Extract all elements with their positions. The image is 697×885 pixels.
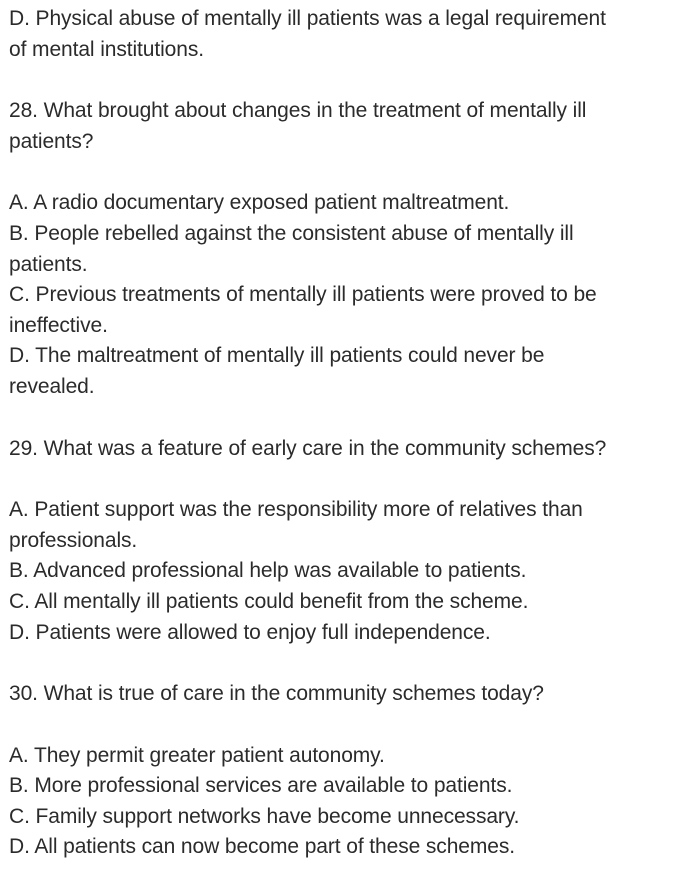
question-27-option-d bbox=[9, 4, 689, 65]
question-29-stem bbox=[9, 434, 689, 465]
spacer bbox=[9, 403, 689, 434]
question-28-stem bbox=[9, 96, 689, 157]
option-b: B. Advanced professional help was available to patients. bbox=[9, 559, 527, 583]
option-c: C. All mentally ill patients could benefit from the scheme. bbox=[9, 589, 529, 613]
text-line: patients? bbox=[9, 129, 94, 153]
question-29 bbox=[9, 434, 689, 649]
option-c-continued: ineffective. bbox=[9, 313, 108, 337]
question-28-options bbox=[9, 188, 689, 402]
text-line: of mental institutions. bbox=[9, 37, 204, 61]
option-b-continued: patients. bbox=[9, 252, 88, 276]
question-29-options bbox=[9, 495, 689, 648]
option-d-continued: revealed. bbox=[9, 374, 95, 398]
option-d: D. The maltreatment of mentally ill patients could never be bbox=[9, 344, 545, 368]
option-c: C. Previous treatments of mentally ill patients were proved to be bbox=[9, 283, 597, 307]
option-b: B. People rebelled against the consistent abuse of mentally ill bbox=[9, 221, 574, 245]
question-30-stem bbox=[9, 679, 689, 710]
text-line: 28. What brought about changes in the treatment of mentally ill bbox=[9, 99, 587, 123]
question-30-options bbox=[9, 741, 689, 863]
spacer bbox=[9, 65, 689, 96]
option-d: D. Patients were allowed to enjoy full independence. bbox=[9, 620, 491, 644]
text-line: D. Physical abuse of mentally ill patients was a legal requirement bbox=[9, 7, 606, 30]
spacer bbox=[9, 464, 689, 495]
text-line: 30. What is true of care in the community schemes today? bbox=[9, 682, 544, 706]
option-d: D. All patients can now become part of these schemes. bbox=[9, 835, 515, 859]
option-a: A. Patient support was the responsibility more of relatives than bbox=[9, 498, 583, 522]
text-line: 29. What was a feature of early care in the community schemes? bbox=[9, 436, 607, 460]
question-30 bbox=[9, 679, 689, 863]
spacer bbox=[9, 710, 689, 741]
option-b: B. More professional services are available to patients. bbox=[9, 774, 513, 798]
option-a: A. A radio documentary exposed patient maltreatment. bbox=[9, 191, 510, 215]
option-a: A. They permit greater patient autonomy. bbox=[9, 743, 385, 767]
option-c: C. Family support networks have become unnecessary. bbox=[9, 804, 520, 828]
spacer bbox=[9, 157, 689, 188]
option-a-continued: professionals. bbox=[9, 528, 138, 552]
spacer bbox=[9, 648, 689, 679]
question-28 bbox=[9, 96, 689, 402]
